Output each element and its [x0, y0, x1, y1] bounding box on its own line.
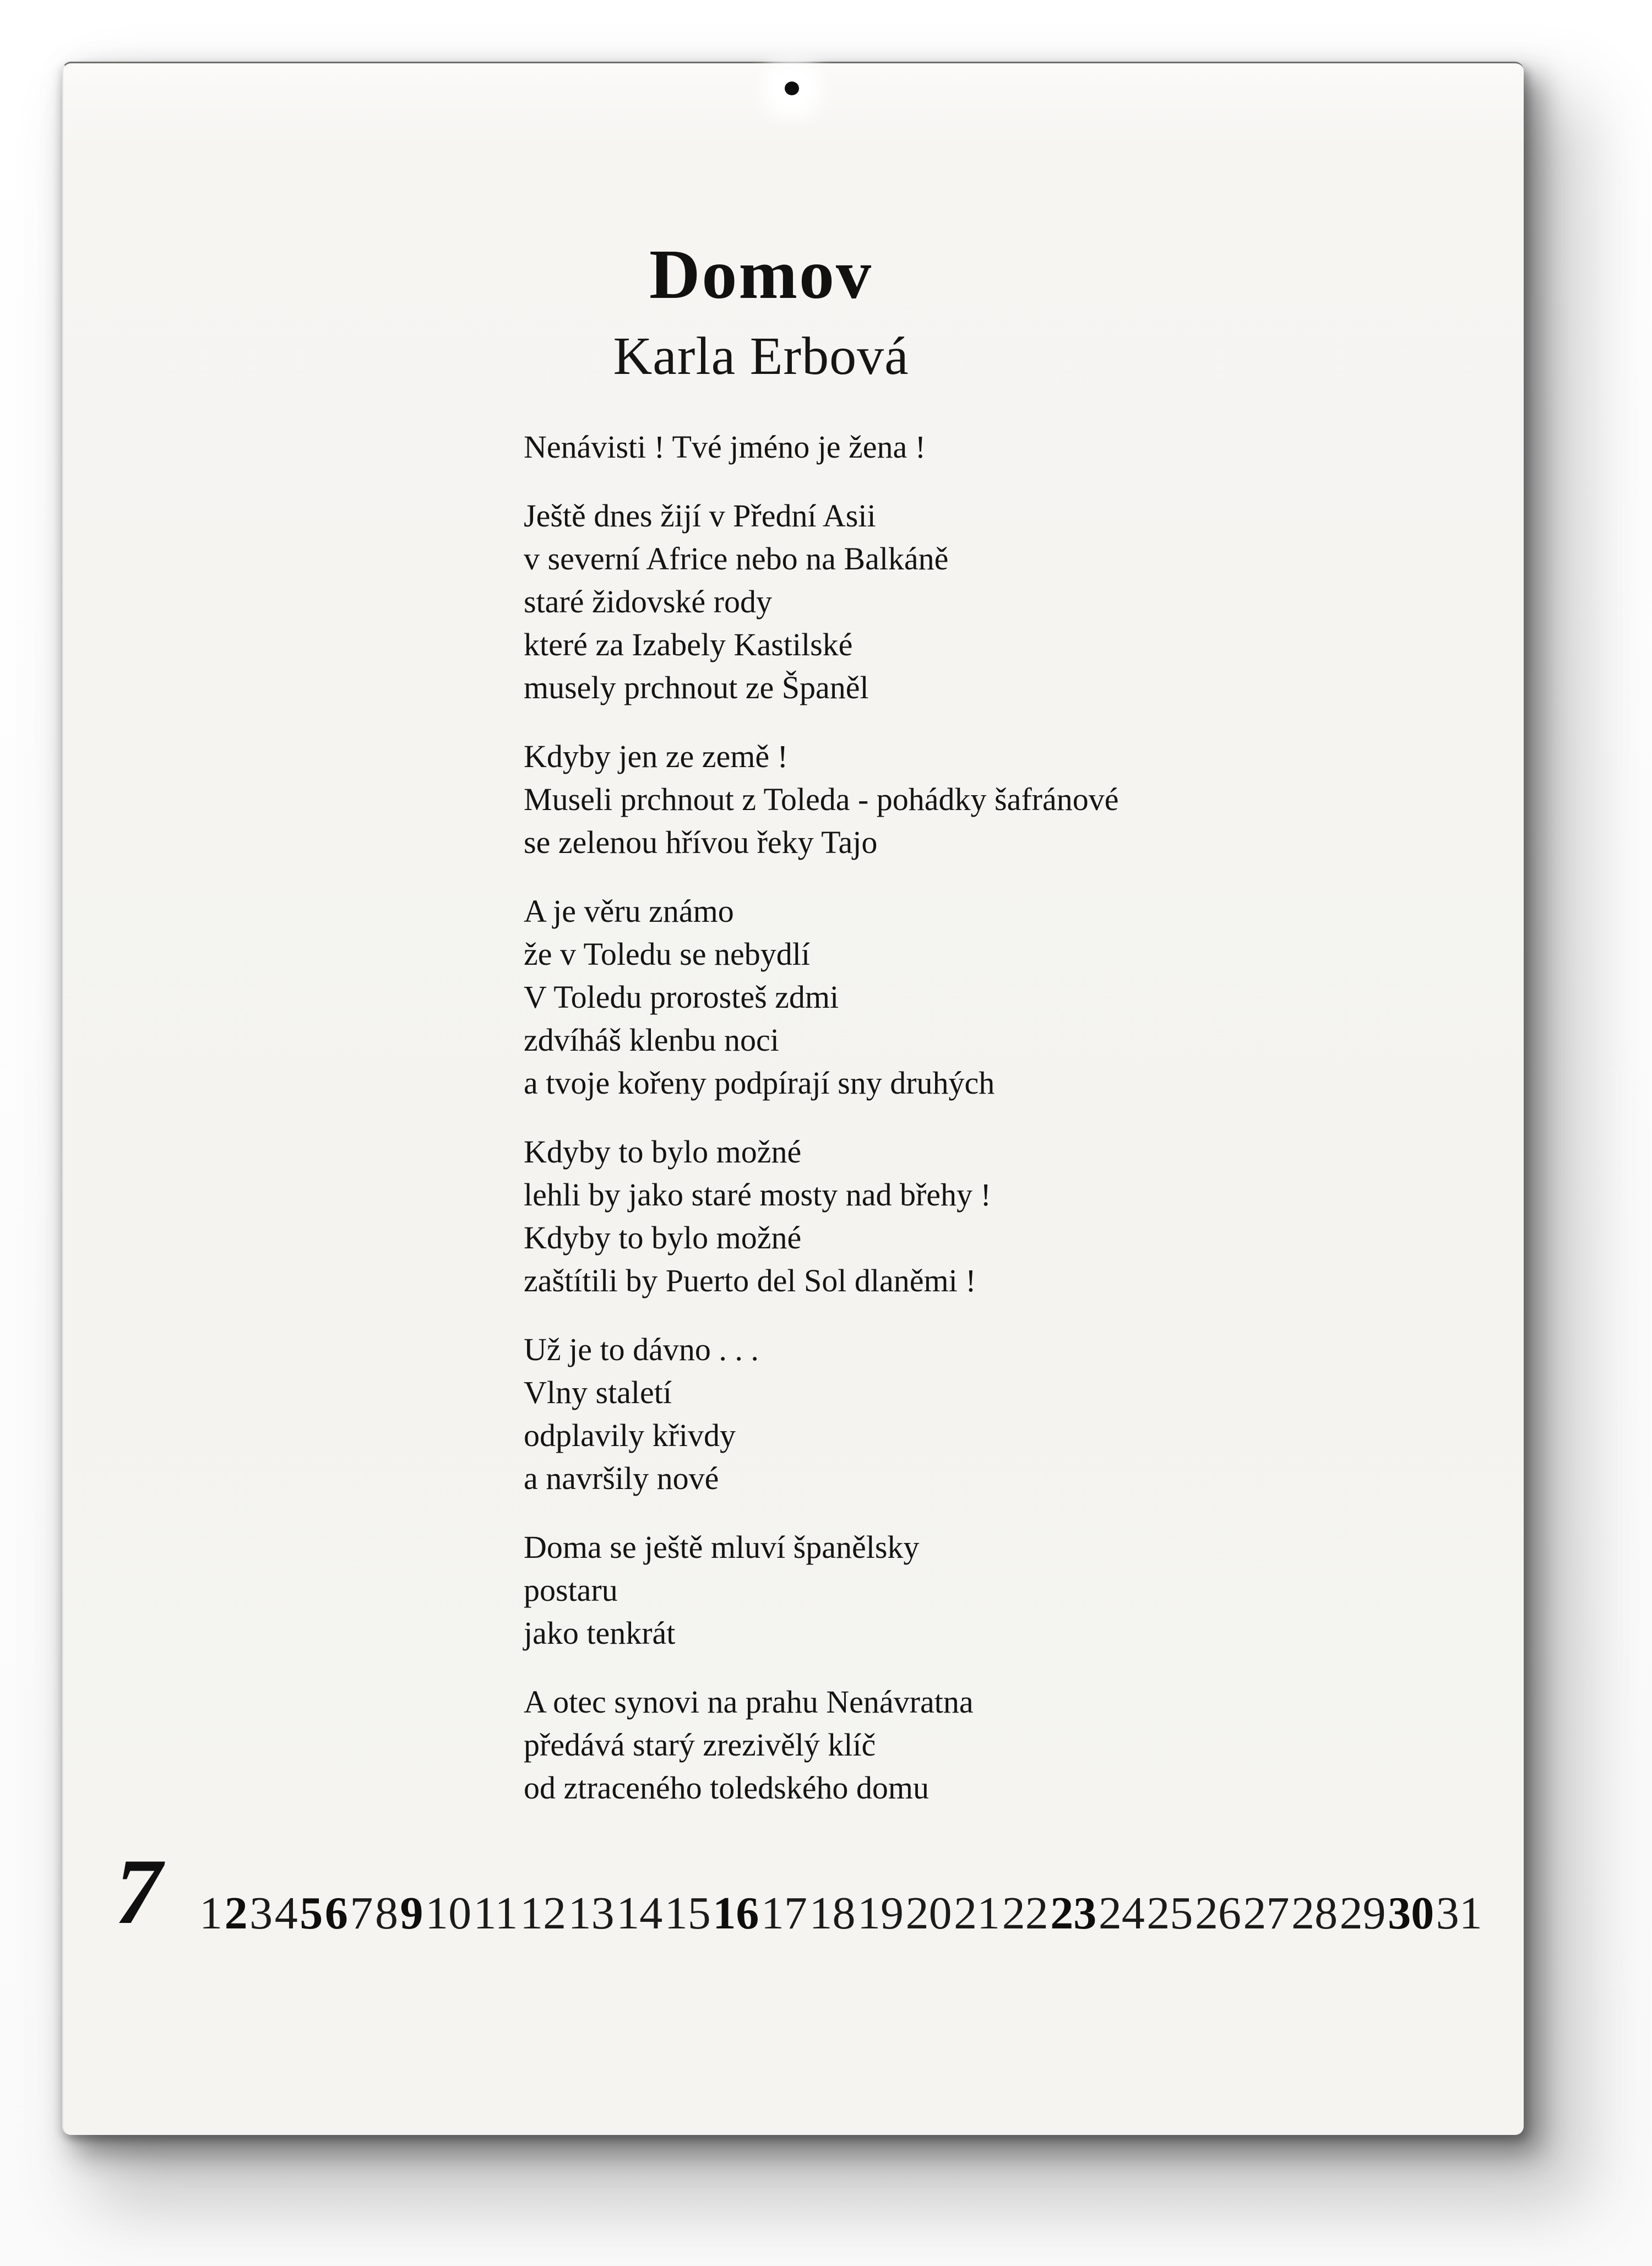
- poem-line: Kdyby jen ze země !: [524, 738, 788, 774]
- poem-line: Doma se ještě mluví španělsky: [524, 1529, 920, 1565]
- day-number: 22: [1002, 1888, 1048, 1939]
- hang-hole-icon: [785, 81, 799, 95]
- stanza: [524, 1681, 1118, 1809]
- poem-line: staré židovské rody: [524, 584, 772, 620]
- poem-line: odplavily křivdy: [524, 1417, 736, 1453]
- poem-line: Vlny staletí: [524, 1374, 672, 1410]
- day-number: 18: [809, 1888, 856, 1939]
- day-number: 4: [274, 1888, 298, 1939]
- poem-line: Ještě dnes žijí v Přední Asii: [524, 498, 876, 534]
- poem-line: lehli by jako staré mosty nad břehy !: [524, 1177, 991, 1213]
- day-number: 13: [568, 1888, 615, 1939]
- day-number: 28: [1291, 1888, 1338, 1939]
- poem-line: musely prchnout ze Španěl: [524, 670, 869, 705]
- poem-line: předává starý zrezivělý klíč: [524, 1727, 876, 1763]
- poem-line: které za Izabely Kastilské: [524, 627, 853, 662]
- poem-line: Nenávisti ! Tvé jméno je žena !: [524, 429, 926, 465]
- day-number: 11: [473, 1888, 518, 1939]
- day-number: 23: [1050, 1888, 1097, 1939]
- poem-line: Kdyby to bylo možné: [524, 1134, 802, 1170]
- poem-line: A otec synovi na prahu Nenávratna: [524, 1684, 974, 1720]
- day-number: 8: [374, 1888, 398, 1939]
- day-number: 1: [199, 1888, 222, 1939]
- poem-line: se zelenou hřívou řeky Tajo: [524, 824, 878, 860]
- day-number: 26: [1194, 1888, 1241, 1939]
- stanza: [524, 1526, 1118, 1655]
- day-number: 30: [1388, 1888, 1434, 1939]
- day-number: 17: [760, 1888, 807, 1939]
- poem-line: a navršily nové: [524, 1460, 719, 1496]
- day-number: 10: [425, 1888, 472, 1939]
- poem-line: Kdyby to bylo možné: [524, 1220, 802, 1256]
- day-numbers-row: [199, 1890, 1482, 1937]
- poem-line: A je věru známo: [524, 893, 734, 929]
- stanza: [524, 735, 1118, 864]
- day-number: 24: [1098, 1888, 1145, 1939]
- poem-line: a tvoje kořeny podpírají sny druhých: [524, 1065, 995, 1101]
- day-number: 9: [400, 1888, 423, 1939]
- stanza: [524, 1328, 1118, 1500]
- poem-line: jako tenkrát: [524, 1615, 676, 1651]
- poem-line: zdvíháš klenbu noci: [524, 1022, 779, 1058]
- poem-line: postaru: [524, 1572, 618, 1608]
- day-number: 12: [520, 1888, 567, 1939]
- day-number: 16: [713, 1888, 759, 1939]
- page-sheet: [62, 62, 1524, 2135]
- month-number: 7: [115, 1840, 162, 1943]
- stanza: [524, 1131, 1118, 1302]
- poem-line: Už je to dávno . . .: [524, 1332, 759, 1367]
- day-number: 31: [1436, 1888, 1482, 1939]
- day-number: 20: [905, 1888, 952, 1939]
- day-number: 19: [857, 1888, 904, 1939]
- stanza: [524, 495, 1118, 709]
- day-number: 14: [616, 1888, 663, 1939]
- poem-line: Museli prchnout z Toleda - pohádky šafránové: [524, 781, 1119, 817]
- day-number: 29: [1339, 1888, 1386, 1939]
- day-number: 25: [1146, 1888, 1193, 1939]
- title-block: [63, 235, 1459, 386]
- day-number: 7: [350, 1888, 373, 1939]
- poem-line: V Toledu prorosteš zdmi: [524, 979, 839, 1015]
- day-number: 3: [249, 1888, 273, 1939]
- poem-line: že v Toledu se nebydlí: [524, 936, 810, 972]
- day-number: 6: [324, 1888, 348, 1939]
- stanza: [524, 426, 1118, 469]
- day-number: 21: [954, 1888, 1001, 1939]
- stanza: [524, 890, 1118, 1105]
- day-number: 15: [664, 1888, 711, 1939]
- poem-author: Karla Erbová: [613, 327, 909, 386]
- poem-line: zaštítili by Puerto del Sol dlaněmi !: [524, 1263, 976, 1298]
- poem-line: od ztraceného toledského domu: [524, 1770, 930, 1806]
- poem-line: v severní Africe nebo na Balkáně: [524, 541, 949, 577]
- poem-body: [524, 426, 1118, 1809]
- poem-title: Domov: [649, 235, 873, 313]
- day-number: 2: [224, 1888, 248, 1939]
- day-number: 5: [300, 1888, 323, 1939]
- day-number: 27: [1243, 1888, 1290, 1939]
